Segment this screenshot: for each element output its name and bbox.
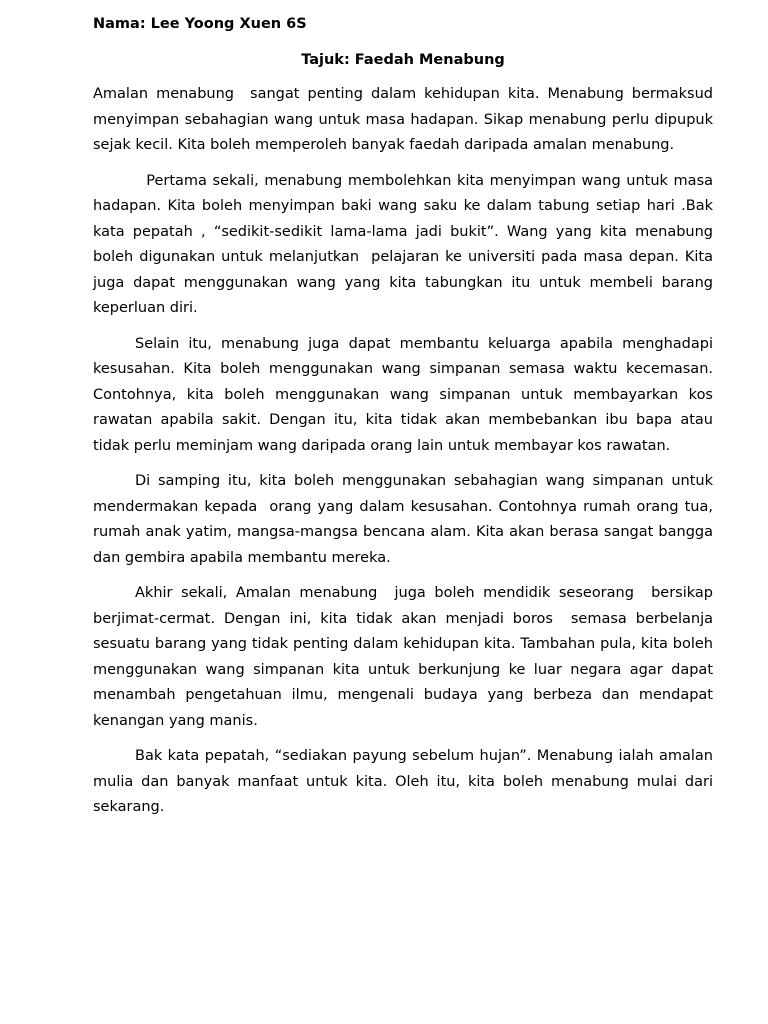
essay-paragraph-second-point: Selain itu, menabung juga dapat membantu keluarga apabila menghadapi kesusahan. Kita boleh menggunakan wang simpanan semasa waktu kecemasan. Contohnya, kita boleh menggunakan wang simpanan untuk membayarkan kos rawatan apabila sakit. Dengan itu, kita tidak akan membebankan ibu bapa atau tidak perlu meminjam wang daripada orang lain untuk membayar kos rawatan. <box>93 335 718 454</box>
essay-paragraph-intro: Amalan menabung sangat penting dalam kehidupan kita. Menabung bermaksud menyimpan sebahagian wang untuk masa hadapan. Sikap menabung perlu dipupuk sejak kecil. Kita boleh memperoleh banyak faedah daripada amalan menabung. <box>93 86 718 153</box>
student-name-line: Nama: Lee Yoong Xuen 6S <box>93 16 307 32</box>
essay-paragraph-fourth-point: Akhir sekali, Amalan menabung juga boleh mendidik seseorang bersikap berjimat-cermat. Dengan ini, kita tidak akan menjadi boros semasa berbelanja sesuatu barang yang tidak penting dalam kehidupan kita. Tambahan pula, kita boleh menggunakan wang simpanan kita untuk berkunjung ke luar negara agar dapat menambah pengetahuan ilmu, mengenali budaya yang berbeza dan mendapat kenangan yang manis. <box>93 585 718 729</box>
essay-paragraph-first-point: Pertama sekali, menabung membolehkan kita menyimpan wang untuk masa hadapan. Kita boleh menyimpan baki wang saku ke dalam tabung setiap hari .Bak kata pepatah , “sedikit-sedikit lama-lama jadi bukit”. Wang yang kita menabung boleh digunakan untuk melanjutkan pelajaran ke universiti pada masa depan. Kita juga dapat menggunakan wang yang kita tabungkan itu untuk membeli barang keperluan diri. <box>93 172 718 316</box>
essay-paragraph-conclusion: Bak kata pepatah, “sediakan payung sebelum hujan”. Menabung ialah amalan mulia dan banyak manfaat untuk kita. Oleh itu, kita boleh menabung mulai dari sekarang. <box>93 748 718 815</box>
essay-title: Tajuk: Faedah Menabung <box>301 52 505 68</box>
document-page <box>93 14 723 821</box>
essay-paragraph-third-point: Di samping itu, kita boleh menggunakan sebahagian wang simpanan untuk mendermakan kepada orang yang dalam kesusahan. Contohnya rumah orang tua, rumah anak yatim, mangsa-mangsa bencana alam. Kita akan berasa sangat bangga dan gembira apabila membantu mereka. <box>93 473 723 566</box>
